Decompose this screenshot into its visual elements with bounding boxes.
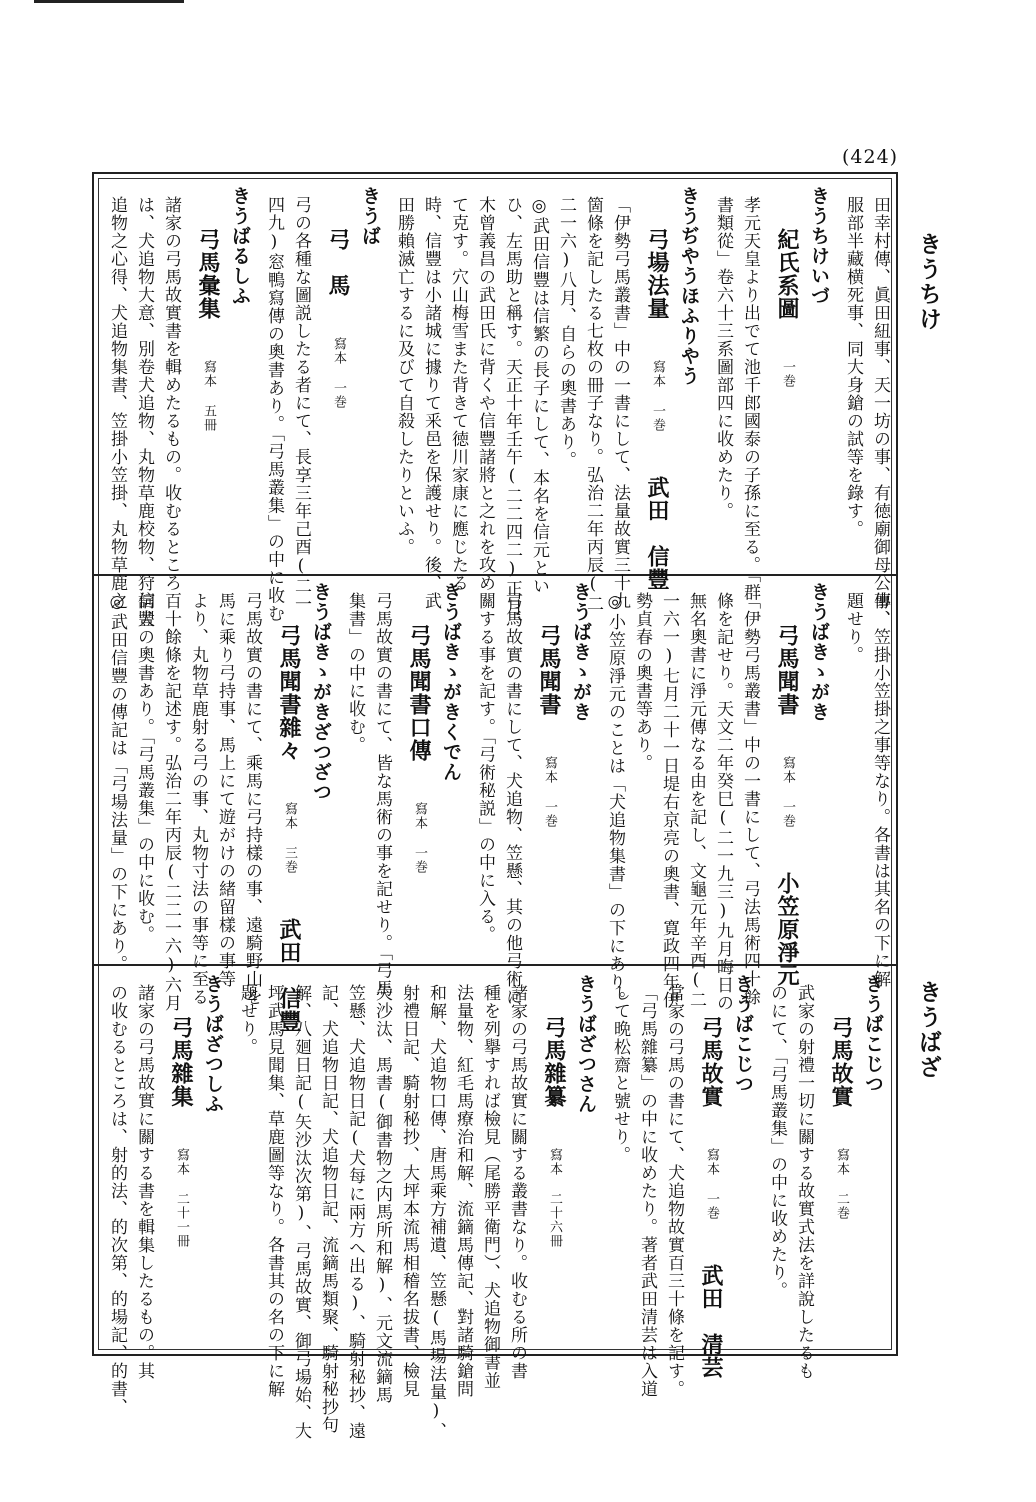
text-line: は、犬追物大意、別卷犬追物、丸物草鹿校物、狩詞犬 <box>134 196 154 628</box>
entry-volume: 寫本 五冊 <box>201 360 216 432</box>
entry-author: 武田 清芸 <box>698 1264 724 1379</box>
text-line: 「弓馬雜纂」の中に收めたり。著者武田清芸は入道 <box>637 984 657 1398</box>
top-rule <box>34 0 184 3</box>
entry-title <box>390 578 430 958</box>
entry-title <box>520 578 560 958</box>
entry-title-text: 弓馬聞書雜々 <box>276 624 302 762</box>
text-line: 集書」の中に收む。 <box>345 592 365 754</box>
text-line: 四九)窓鴨寫傳の奧書あり。「弓馬叢集」の中に收む <box>264 196 284 623</box>
entry-volume: 寫本 二十六冊 <box>547 1148 562 1248</box>
text-line: 信豐の奧書あり。「弓馬叢集」の中に收む。 <box>134 592 154 944</box>
text-line: 射禮日記、騎射秘抄、大坪本流馬相稽名拔書、檢見 <box>399 984 419 1398</box>
text-line: て克す。穴山梅雪また背きて徳川家康に應じたる <box>448 196 468 592</box>
entry-heading: きうばるしふ <box>229 186 251 306</box>
text-line: 時、信豐は小諸城に據りて釆邑を保護せり。後、武 <box>421 196 441 610</box>
text-band-bottom <box>102 970 888 1440</box>
text-line: の收むるところは、射的法、的次第、的場記、的書、 <box>107 984 127 1416</box>
text-line: 田幸村傳、眞田紐事、天一坊の事、有徳廟御母公傳、 <box>870 196 890 628</box>
text-line: 追物之心得、犬追物集書、笠掛小笠掛、丸物草鹿之 <box>107 196 127 610</box>
text-line: 關する事を記す。「弓術秘説」の中に入る。 <box>475 592 495 944</box>
text-line: 題せり。 <box>237 984 257 1056</box>
text-line: 當家の弓馬の書にて、犬追物故實百三十條を記す。 <box>664 984 684 1398</box>
text-band-middle <box>102 578 890 1033</box>
text-line: 箇條を記したる七枚の冊子なり。弘治二年丙辰(二 <box>583 196 603 613</box>
running-head-bottom: きうばざ <box>915 980 942 1080</box>
text-line: 記、犬追物日記、犬追物日記、流鏑馬類聚、騎射秘抄句 <box>318 984 338 1434</box>
entry-volume: 一巻 <box>780 360 795 388</box>
text-line: 解、八廻日記(矢沙汰次第)、弓馬故實、御弓場始、大 <box>291 984 311 1440</box>
text-line: 種を列擧すれば檢見（尾勝平衛門）、犬追物御書並 <box>480 984 500 1390</box>
entry-title <box>812 970 852 1346</box>
entry-title <box>628 182 670 591</box>
text-line: 笠懸、犬追物日記(犬每に兩方へ出る)、騎射秘抄、遠 <box>345 984 365 1440</box>
text-line: 弓の各種な圖説したる者にて、長享三年己酉(二一 <box>291 196 311 613</box>
text-line: 題せり。 <box>843 592 863 664</box>
entry-heading: きうばこじつ <box>732 974 754 1094</box>
entry-volume: 寫本 一巻 <box>780 756 795 828</box>
entry-title <box>525 970 565 1346</box>
entry-heading: きうばきゝがき <box>570 582 592 722</box>
entry-volume: 寫本 一巻 <box>542 756 557 828</box>
entry-title-text: 弓馬聞書 <box>536 624 562 716</box>
entry-volume: 寫本 一巻 <box>412 802 427 874</box>
spacer <box>882 970 888 1346</box>
entry-heading: きうばきゝがきざつざつ <box>310 582 332 802</box>
entry-heading: きうばきゝがきくでん <box>440 582 462 782</box>
entry-title-text: 弓馬彙集 <box>195 228 221 320</box>
text-line: ひ、左馬助と稱す。天正十年壬午(二二四二)正月、 <box>502 196 522 634</box>
text-line: 矢沙汰、馬書(御書物之内馬所和解)、元文流鏑馬 <box>372 984 392 1404</box>
entry-author: 武田 信豐 <box>644 476 670 591</box>
entry-heading: きうばきゝがき <box>808 582 830 722</box>
text-line: 勢貞春の奧書等あり。 <box>632 592 652 772</box>
text-line: 二一六)八月、自らの奧書あり。 <box>556 196 576 469</box>
running-head-top: きうちけ <box>915 232 942 332</box>
text-line: より、丸物草鹿射る弓の事、丸物寸法の事等に至る <box>188 592 208 1006</box>
entry-volume: 寫本 二巻 <box>834 1148 849 1220</box>
text-line: のにて、「弓馬叢集」の中に收めたり。 <box>767 984 787 1300</box>
text-line: 服部半藏横死事、同大身鎗の試等を錄す。 <box>843 196 863 538</box>
text-line: 諸家の弓馬故實に關する叢書なり。收むる所の書 <box>507 984 527 1380</box>
entry-volume: 寫本 一巻 <box>704 1148 719 1220</box>
text-line: して晩松齋と號せり。 <box>610 984 630 1164</box>
text-line: 馬に乘り弓持事、馬上にて遊がけの緒留樣の事等 <box>215 592 235 988</box>
text-line: 和解、犬追物口傳、唐馬乘方補遺、笠懸(馬場法量)、 <box>426 984 446 1440</box>
text-line: 「伊勢弓馬叢書」中の一書にして、弓法馬術四十餘 <box>740 592 760 1006</box>
entry-heading: きうばざつさん <box>575 974 597 1114</box>
entry-volume: 寫本 三巻 <box>282 802 297 874</box>
entry-title <box>758 578 800 987</box>
entry-title-text: 弓 馬 <box>325 228 351 297</box>
text-line: 諸家の弓馬故實に關する書を輯集したるもの。其 <box>134 984 154 1380</box>
entry-title <box>179 182 219 570</box>
entry-volume: 寫本 一巻 <box>331 337 346 409</box>
entry-title-text: 弓馬聞書 <box>774 624 800 716</box>
entry-title-text: 弓馬故實 <box>698 1016 724 1108</box>
text-line: 武家の射禮一切に關する故實式法を詳說したるも <box>794 984 814 1380</box>
text-line: 百十餘條を記述す。弘治二年丙辰(二二一六)六月 <box>161 592 181 1012</box>
text-line: 法量物、紅毛馬療治和解、流鏑馬傳記、對諸騎鎗問 <box>453 984 473 1398</box>
entry-title-text: 弓場法量 <box>644 228 670 320</box>
entry-heading: きうば <box>359 186 381 246</box>
text-line: 弓馬故實の書にて、皆な馬術の事を記せり。「弓馬 <box>372 592 392 998</box>
page-number: (424) <box>842 146 899 168</box>
text-line: 弓馬故實の書にして、犬追物、笠懸、其の他弓術に <box>502 592 522 1006</box>
entry-volume: 寫本 一巻 <box>650 360 665 432</box>
text-line: 書類從」卷六十三系圖部四に收めたり。 <box>713 196 733 520</box>
entry-title-text: 弓馬聞書口傳 <box>406 624 432 762</box>
entry-author: 小笠原淨元 <box>774 872 800 987</box>
text-line: 坪武馬見聞集、草鹿圖等なり。各書其の名の下に解 <box>264 984 284 1398</box>
entry-title-text: 弓馬雜集 <box>168 1016 194 1108</box>
entry-volume: 寫本 二十一冊 <box>174 1148 189 1248</box>
text-line: ◎武田信豐の傳記は「弓場法量」の下にあり。 <box>107 592 127 973</box>
entry-heading: きうばざつしふ <box>202 974 224 1114</box>
text-line: 一六一)七月二十一日堤右京亮の奧書、寛政四年伊 <box>659 592 679 1009</box>
entry-title-text: 弓馬雜纂 <box>541 1016 567 1108</box>
text-line: 「伊勢弓馬叢書」中の一書にして、法量故實三十九 <box>610 196 630 610</box>
text-line: 事、笠掛小笠掛之事等なり。各書は其名の下に解 <box>870 592 890 988</box>
entry-heading: きうばこじつ <box>862 974 884 1094</box>
text-line: 木曾義昌の武田氏に背くや信豐諸將と之れを攻め <box>475 196 495 592</box>
text-line: 條を記せり。天文二年癸巳(二一九三)九月晦日の <box>713 592 733 1012</box>
text-line: 孝元天皇より出でて池千郎國泰の子孫に至る。「群 <box>740 196 760 602</box>
text-line: 諸家の弓馬故實書を輯めたるもの。收むるところ <box>161 196 181 592</box>
entry-title <box>682 970 724 1379</box>
entry-title <box>309 182 349 570</box>
text-line: 弓馬故實の書にて、乘馬に弓持樣の事、遠騎野山を <box>242 592 262 1006</box>
entry-title <box>260 578 302 1033</box>
entry-title-text: 紀氏系圖 <box>774 228 800 320</box>
text-line: ◎武田信豐は信繁の長子にして、本名を信元とい <box>529 196 549 595</box>
text-line: ◎小笠原淨元のことは「犬追物集書」の下にあり。 <box>605 592 625 1009</box>
text-line: 田勝賴滅亡するに及びて自殺したりといふ。 <box>394 196 414 556</box>
page-frame <box>92 172 898 1440</box>
band-divider-1 <box>94 574 896 576</box>
entry-title-text: 弓馬故實 <box>828 1016 854 1108</box>
entry-heading: きうちけいづ <box>808 186 830 306</box>
text-line: 無名奧書に淨元傳なる由を記し、文龜元年辛酉(二 <box>686 592 706 1009</box>
entry-heading: きうぢやうほふりやう <box>678 186 700 386</box>
entry-author: 武田 信豐 <box>276 918 302 1033</box>
entry-title <box>758 182 798 570</box>
entry-title <box>152 970 192 1346</box>
